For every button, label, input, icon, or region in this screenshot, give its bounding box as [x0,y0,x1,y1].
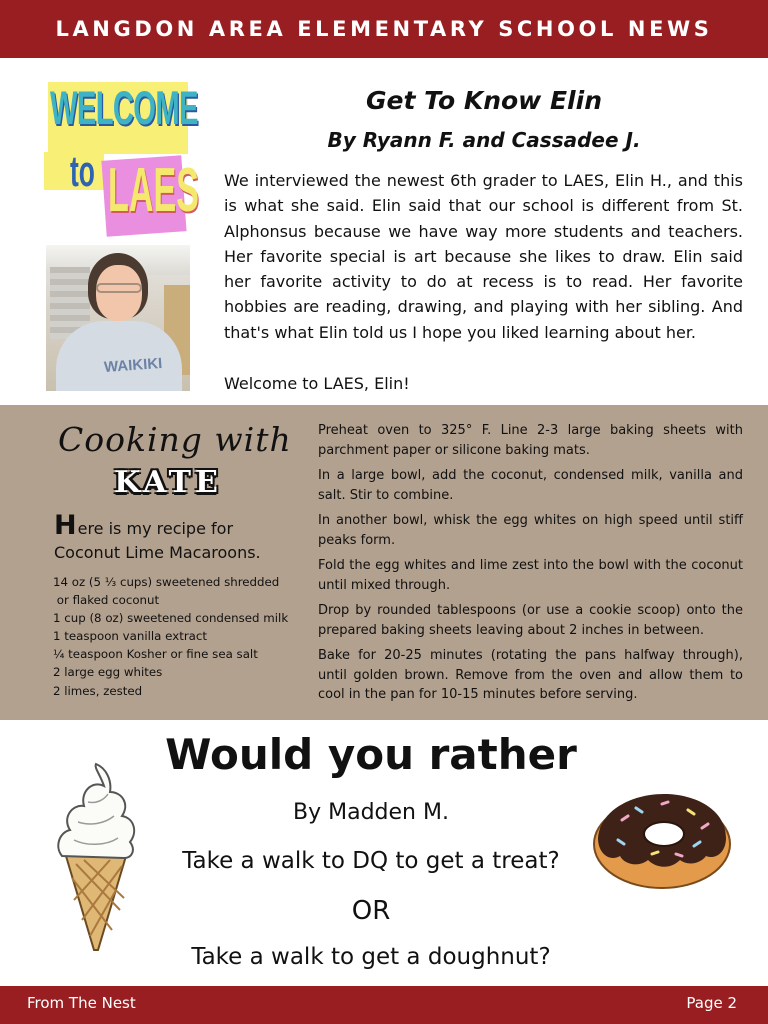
welcome-to-laes-graphic [44,78,199,238]
student-photo [46,245,190,391]
recipe-step: Drop by rounded tablespoons (or use a cookie scoop) onto the prepared baking sheets leaving about 2 inches in between. [318,603,743,638]
ingredient-item: 1 cup (8 oz) sweetened condensed milk [53,611,289,626]
ice-cream-cone-icon [54,760,138,952]
would-you-rather-title: Would you rather [165,730,577,779]
ingredient-item: or flaked coconut [53,593,160,608]
ingredient-item: 14 oz (5 ⅓ cups) sweetened shredded [53,575,280,589]
recipe-step: Bake for 20-25 minutes (rotating the pans halfway through), until golden brown. Remove from the oven and allow them to cool in the pan for 10-15 minutes before serving. [318,648,743,702]
photo-face [96,265,142,321]
ingredient-list [53,573,288,700]
ingredient-item: 1 teaspoon vanilla extract [53,629,208,644]
recipe-intro-dropcap: H [54,510,77,541]
header-banner [0,0,768,58]
cooking-script-title: Cooking with [58,420,292,459]
ingredient-item: ¼ teaspoon Kosher or fine sea salt [53,647,258,662]
recipe-step: In another bowl, whisk the egg whites on high speed until stiff peaks form. [318,513,743,548]
would-you-rather-byline: By Madden M. [293,800,449,825]
recipe-step: Preheat oven to 325° F. Line 2-3 large baking sheets with parchment paper or silicone baking mats. [318,423,743,458]
photo-shirt-text: WAIKIKI [103,354,163,377]
article-body: We interviewed the newest 6th grader to LAES, Elin H., and this is what she said. Elin said that our school is different from St. Alphonsus because we have way more students and teachers. Her favorite special is art because she likes to draw. Elin said her favorite activity to do at recess is to read. Her favorite hobbies are reading, drawing, and playing with her sibling. And that's what Elin told us I hope you liked learning about her. [224,171,743,342]
graphic-word-welcome: WELCOME [50,81,198,134]
would-you-rather-or: OR [351,896,391,926]
recipe-step: Fold the egg whites and lime zest into the bowl with the coconut until mixed through. [318,558,743,593]
would-you-rather-option-1: Take a walk to DQ to get a treat? [182,848,560,874]
graphic-word-to: to [70,147,95,196]
footer-banner [0,986,768,1024]
recipe-intro [54,510,261,565]
recipe-intro-text: ere is my recipe for [77,519,234,538]
footer-publication: From The Nest [27,994,136,1012]
doughnut-icon [592,790,732,890]
recipe-name: Coconut Lime Macaroons. [54,543,261,562]
photo-glasses [96,283,142,293]
article-byline: By Ryann F. and Cassadee J. [327,128,641,152]
article-title: Get To Know Elin [366,86,602,115]
photo-shirt [56,321,182,391]
cooking-chef-name: KATE [114,464,222,500]
article-closing: Welcome to LAES, Elin! [224,374,410,393]
ingredient-item: 2 large egg whites [53,665,163,680]
would-you-rather-option-2: Take a walk to get a doughnut? [191,944,551,970]
footer-page-number: Page 2 [686,994,737,1012]
recipe-step: In a large bowl, add the coconut, condensed milk, vanilla and salt. Stir to combine. [318,468,743,503]
recipe-steps [318,421,743,711]
graphic-word-laes: LAES [108,156,199,225]
newsletter-title: LANGDON AREA ELEMENTARY SCHOOL NEWS [55,17,713,41]
ingredient-item: 2 limes, zested [53,683,143,698]
